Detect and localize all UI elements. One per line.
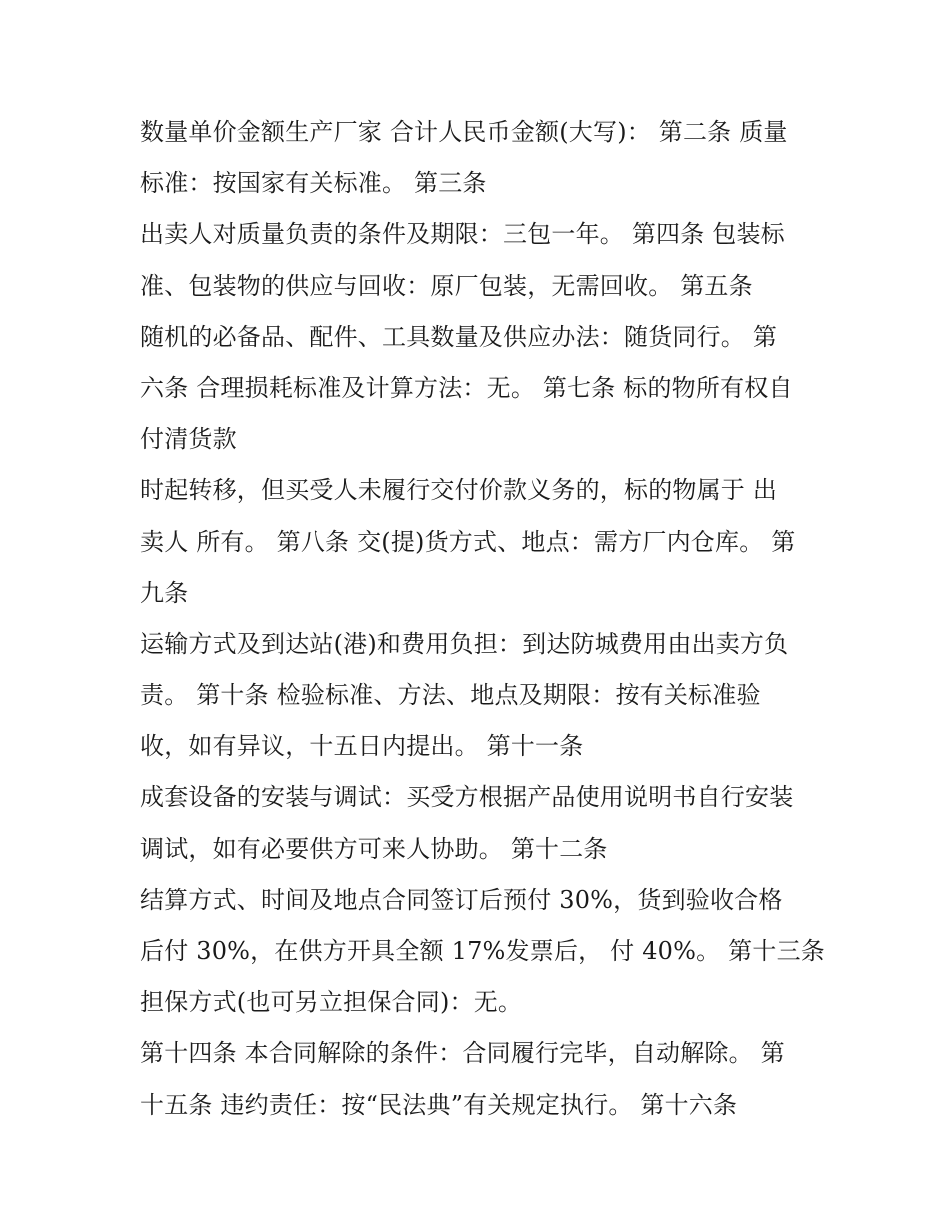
text-line-5: 随机的必备品、配件、工具数量及供应办法：随货同行。 第 xyxy=(140,322,778,351)
text-line-19: 第十四条 本合同解除的条件：合同履行完毕，自动解除。 第 xyxy=(140,1039,785,1068)
contract-text-body xyxy=(140,107,830,1131)
text-line-10: 九条 xyxy=(140,578,189,607)
text-line-1: 数量单价金额生产厂家 合计人民币金额(大写)： 第二条 质量 xyxy=(140,118,788,146)
text-line-7: 付清货款 xyxy=(140,425,237,454)
text-line-2: 标准：按国家有关标准。 第三条 xyxy=(140,169,487,198)
text-line-13: 收，如有异议，十五日内提出。 第十一条 xyxy=(140,732,584,761)
text-line-8: 时起转移，但买受人未履行交付价款义务的，标的物属于 出 xyxy=(140,476,778,505)
text-line-11: 运输方式及到达站(港)和费用负担：到达防城费用由出卖方负 xyxy=(140,629,789,658)
text-line-15: 调试，如有必要供方可来人协助。 第十二条 xyxy=(140,834,608,863)
text-line-4: 准、包装物的供应与回收：原厂包装，无需回收。 第五条 xyxy=(140,271,753,300)
text-line-18: 担保方式(也可另立担保合同)：无。 xyxy=(140,988,523,1017)
text-line-9: 卖人 所有。 第八条 交(提)货方式、地点：需方厂内仓库。 第 xyxy=(140,527,796,556)
text-line-3: 出卖人对质量负责的条件及期限：三包一年。 第四条 包装标 xyxy=(140,220,785,249)
text-line-20: 十五条 违约责任：按“民法典”有关规定执行。 第十六条 xyxy=(140,1090,738,1119)
text-line-17: 后付 30%，在供方开具全额 17%发票后， 付 40%。 第十三条 xyxy=(140,937,825,965)
text-line-12: 责。 第十条 检验标准、方法、地点及期限：按有关标准验 xyxy=(140,681,761,710)
text-line-16: 结算方式、时间及地点合同签订后预付 30%，货到验收合格 xyxy=(140,885,783,914)
text-line-14: 成套设备的安装与调试：买受方根据产品使用说明书自行安装 xyxy=(140,783,794,812)
text-line-6: 六条 合理损耗标准及计算方法：无。 第七条 标的物所有权自 xyxy=(140,373,793,402)
